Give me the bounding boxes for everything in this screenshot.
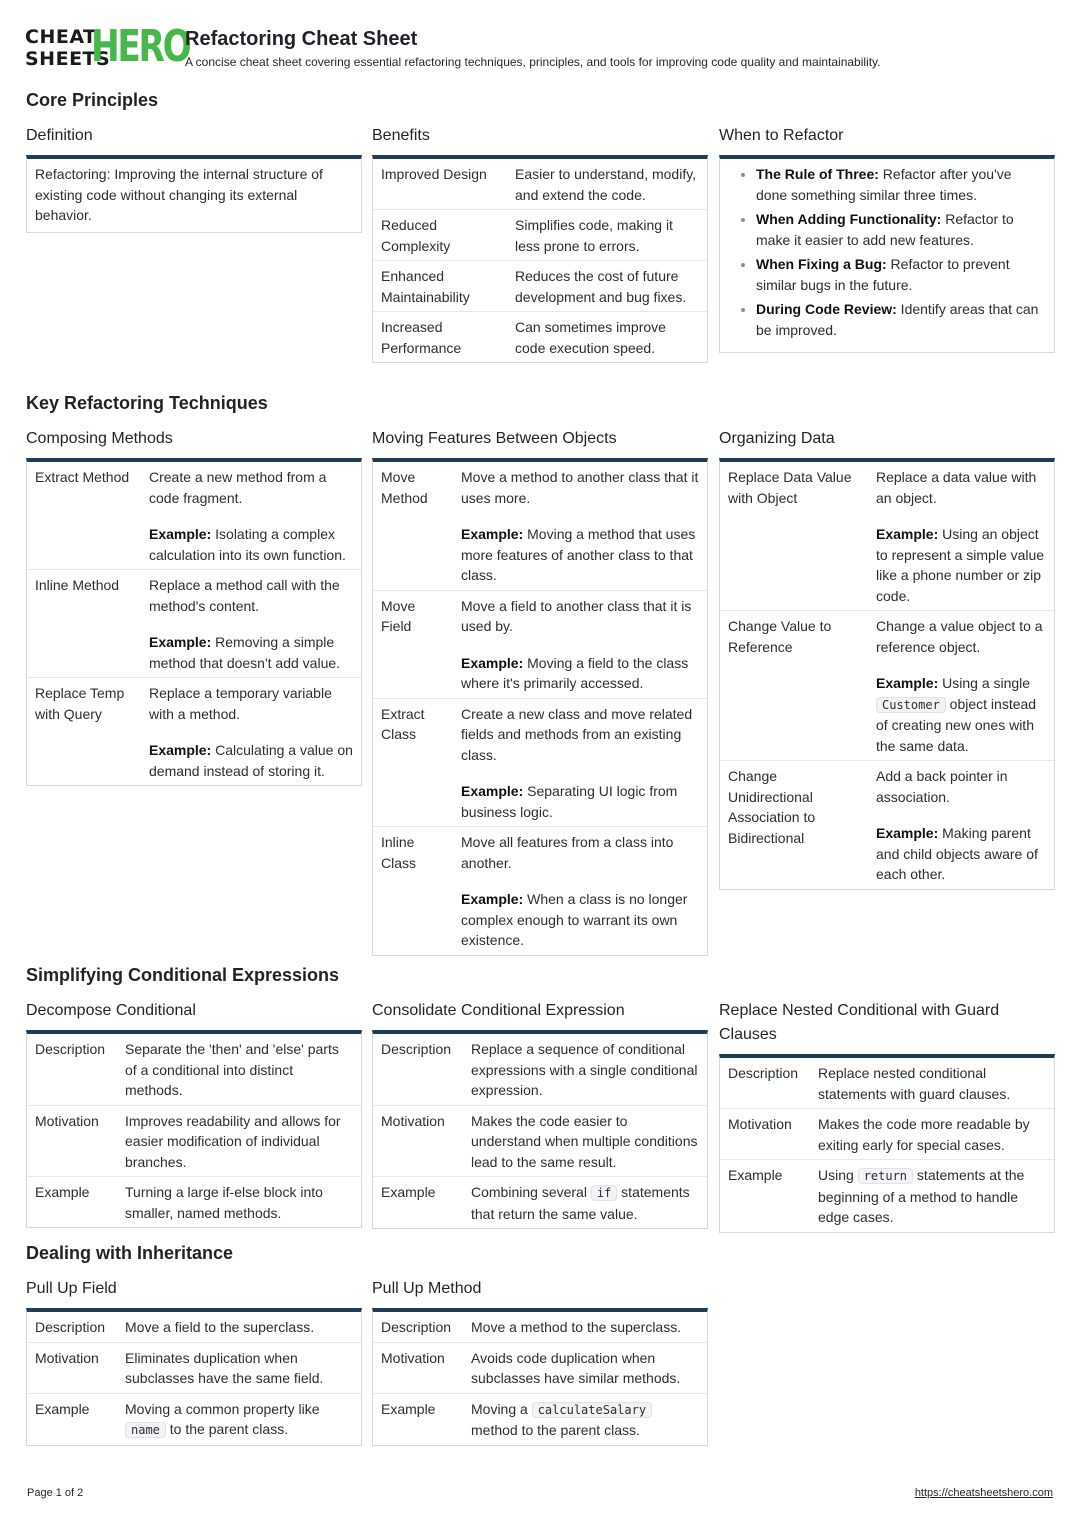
row-value xyxy=(141,570,361,678)
row-value xyxy=(453,827,707,955)
row-value: Move a method to the superclass. xyxy=(471,1319,682,1335)
example-label: Example: xyxy=(149,634,212,650)
card-body xyxy=(26,1030,362,1228)
bullet-list xyxy=(720,159,1054,352)
card-title: Replace Nested Conditional with Guard Clauses xyxy=(719,1002,1000,1043)
row-key: Description xyxy=(728,1065,799,1081)
logo-hero: HERO xyxy=(91,21,190,72)
row-key: Change Value to Reference xyxy=(720,611,868,761)
card-definition xyxy=(26,124,362,233)
table-row xyxy=(373,1393,707,1445)
table-row xyxy=(720,1160,1054,1232)
item-text: Refactor to prevent similar bugs in the future. xyxy=(756,256,1010,293)
table-row xyxy=(373,159,707,210)
card-benefits xyxy=(372,124,708,363)
item-text: Refactor to make it easier to add new features. xyxy=(756,211,1014,248)
card-body xyxy=(26,1308,362,1446)
table-row xyxy=(27,1105,361,1177)
example-label: Example: xyxy=(876,675,939,691)
row-key: Inline Method xyxy=(27,570,141,678)
example-text: Using xyxy=(818,1167,858,1183)
row-value: Can sometimes improve code execution speed. xyxy=(507,312,707,363)
item-text: Refactor after you've done something similar three times. xyxy=(756,166,1012,203)
row-value: Makes the code more readable by exiting early for special cases. xyxy=(810,1109,1054,1160)
row-value: Simplifies code, making it less prone to errors. xyxy=(507,210,707,261)
row-key: Example xyxy=(373,1177,463,1229)
example-label: Example: xyxy=(876,825,939,841)
example-text: When a class is no longer complex enough to warrant its own existence. xyxy=(461,891,688,948)
row-key: Reduced Complexity xyxy=(373,210,507,261)
row-key: Example xyxy=(27,1177,117,1228)
example-text: object instead of creating new ones with the same data. xyxy=(876,695,1037,754)
row-key: Move Method xyxy=(381,469,428,506)
row-key: Motivation xyxy=(373,1105,463,1177)
row-key: Replace Data Value with Object xyxy=(728,469,852,506)
example-label: Example: xyxy=(461,654,524,671)
card-title: Decompose Conditional xyxy=(26,1002,196,1019)
row-desc: Move a field to another class that it is used by. xyxy=(461,597,692,634)
card-organizing-data xyxy=(719,427,1055,890)
row-value: Easier to understand, modify, and extend the code. xyxy=(515,166,697,203)
card-title: Pull Up Field xyxy=(26,1280,117,1297)
row-desc: Move all features from a class into another. xyxy=(461,834,674,871)
code-snippet: if xyxy=(591,1185,617,1201)
row-value xyxy=(141,678,361,786)
row-key: Example xyxy=(720,1160,810,1232)
table-row xyxy=(373,1312,707,1342)
example-text: Moving a method that uses more features of another class to that class. xyxy=(461,526,696,583)
table-row xyxy=(27,1034,361,1105)
page-number: Page 1 of 2 xyxy=(27,1487,84,1499)
row-value: Improves readability and allows for easier modification of individual branches. xyxy=(117,1105,361,1177)
code-snippet: return xyxy=(858,1168,913,1184)
row-value: Eliminates duplication when subclasses have the same field. xyxy=(117,1342,361,1393)
row-key: Motivation xyxy=(720,1109,810,1160)
row-key: Motivation xyxy=(373,1342,463,1393)
item-text: Identify areas that can be improved. xyxy=(756,301,1039,338)
row-desc: Add a back pointer in association. xyxy=(876,768,1008,805)
item-bold: When Fixing a Bug: xyxy=(756,256,887,272)
table-row xyxy=(720,761,1054,889)
row-value: Avoids code duplication when subclasses have similar methods. xyxy=(463,1342,707,1393)
row-key: Replace Temp with Query xyxy=(27,678,141,786)
row-value xyxy=(117,1393,361,1445)
row-desc: Create a new class and move related fields and methods from an existing class. xyxy=(461,705,693,763)
row-value: Move a field to the superclass. xyxy=(125,1319,315,1335)
list-item xyxy=(756,164,1044,205)
card-composing-methods xyxy=(26,427,362,786)
row-key: Change Unidirectional Association to Bidirectional xyxy=(720,761,868,889)
card-title: When to Refactor xyxy=(719,127,844,144)
row-value xyxy=(453,462,707,590)
definition-text: Refactoring: Improving the internal structure of existing code without changing its external behavior. xyxy=(35,166,323,223)
row-key: Extract Method xyxy=(35,469,130,485)
row-key: Motivation xyxy=(27,1105,117,1177)
example-text: Moving a common property like xyxy=(125,1400,320,1417)
row-desc: Move a method to another class that it uses more. xyxy=(461,469,699,506)
card-body xyxy=(372,1308,708,1446)
example-text: Calculating a value on demand instead of storing it. xyxy=(149,742,353,779)
card-consolidate-conditional xyxy=(372,999,708,1229)
table-row xyxy=(373,462,707,590)
example-label: Example: xyxy=(461,891,524,907)
example-text: statements at the beginning of a method to handle edge cases. xyxy=(818,1167,1025,1225)
example-label: Example: xyxy=(461,526,524,542)
row-value xyxy=(868,761,1054,889)
row-desc: Replace a temporary variable with a method. xyxy=(149,685,332,722)
section-key-techniques: Key Refactoring Techniques xyxy=(26,393,268,413)
card-title: Moving Features Between Objects xyxy=(372,430,617,447)
example-text: method to the parent class. xyxy=(471,1422,640,1438)
list-item xyxy=(756,254,1044,295)
card-body xyxy=(719,458,1055,890)
row-value xyxy=(453,698,707,827)
card-body xyxy=(372,1030,708,1229)
table-row xyxy=(373,1034,707,1105)
example-text: Combining several xyxy=(471,1184,591,1200)
logo xyxy=(25,21,190,72)
card-title: Definition xyxy=(26,127,93,144)
example-label: Example: xyxy=(461,783,524,799)
table-row xyxy=(27,462,361,570)
example-label: Example: xyxy=(149,742,212,758)
item-bold: During Code Review: xyxy=(756,301,897,317)
card-pull-up-method xyxy=(372,1277,708,1446)
card-title: Composing Methods xyxy=(26,430,173,447)
row-key: Description xyxy=(35,1041,106,1057)
row-value xyxy=(868,462,1054,611)
table-row xyxy=(27,1312,361,1342)
section-conditional: Simplifying Conditional Expressions xyxy=(26,965,340,985)
table-row xyxy=(27,570,361,678)
table-row xyxy=(720,611,1054,761)
list-item xyxy=(756,209,1044,250)
example-text: Moving a field to the class where it's primarily accessed. xyxy=(461,654,689,691)
row-desc: Change a value object to a reference object. xyxy=(876,618,1043,655)
card-moving-features xyxy=(372,427,708,956)
card-title: Benefits xyxy=(372,127,430,144)
row-key: Increased Performance xyxy=(373,312,507,363)
example-text: Using a single xyxy=(938,675,1031,691)
row-key: Extract Class xyxy=(373,698,453,827)
card-guard-clauses xyxy=(719,999,1055,1233)
row-value xyxy=(453,590,707,698)
row-desc: Replace a method call with the method's content. xyxy=(149,577,340,614)
row-key: Enhanced Maintainability xyxy=(373,261,507,312)
row-value: Separate the 'then' and 'else' parts of a conditional into distinct methods. xyxy=(125,1041,339,1098)
page-subtitle: A concise cheat sheet covering essential refactoring techniques, principles, and tools for improving code quality and maintainability. xyxy=(185,55,881,69)
row-value: Reduces the cost of future development and bug fixes. xyxy=(507,261,707,312)
card-body xyxy=(26,155,362,233)
example-text: Using an object to represent a simple value like a phone number or zip code. xyxy=(876,526,1045,604)
row-key: Improved Design xyxy=(381,166,487,182)
row-value xyxy=(463,1177,707,1229)
table-row xyxy=(373,1177,707,1229)
logo-cheat: CHEAT xyxy=(25,26,97,48)
card-body xyxy=(372,155,708,363)
code-snippet: Customer xyxy=(876,697,946,713)
site-link[interactable]: https://cheatsheetshero.com xyxy=(914,1487,1053,1499)
table-row xyxy=(373,261,707,312)
table-row xyxy=(373,698,707,827)
row-value: Replace a sequence of conditional expressions with a single conditional expression. xyxy=(471,1041,698,1098)
code-snippet: name xyxy=(125,1422,166,1438)
example-text: Removing a simple method that doesn't add value. xyxy=(149,634,341,671)
row-key: Motivation xyxy=(27,1342,117,1393)
card-title: Organizing Data xyxy=(719,430,835,447)
section-inheritance: Dealing with Inheritance xyxy=(26,1243,234,1263)
table-row xyxy=(373,1342,707,1393)
table-row xyxy=(27,1342,361,1393)
card-title: Pull Up Method xyxy=(372,1280,482,1297)
row-value xyxy=(868,611,1054,761)
list-item xyxy=(756,299,1044,340)
table-row xyxy=(373,210,707,261)
row-key: Description xyxy=(381,1319,452,1335)
table-row xyxy=(720,1109,1054,1160)
card-when-to-refactor xyxy=(719,124,1055,353)
code-snippet: calculateSalary xyxy=(532,1402,652,1418)
card-decompose-conditional xyxy=(26,999,362,1228)
card-body xyxy=(372,458,708,956)
row-value xyxy=(810,1160,1054,1232)
table-row xyxy=(373,827,707,955)
row-key: Example xyxy=(27,1393,117,1445)
card-pull-up-field xyxy=(26,1277,362,1446)
row-value xyxy=(463,1393,707,1445)
table-row xyxy=(720,1058,1054,1109)
table-row xyxy=(27,678,361,786)
example-text: to the parent class. xyxy=(165,1421,289,1437)
row-value xyxy=(141,462,361,570)
row-value: Replace nested conditional statements with guard clauses. xyxy=(818,1065,1011,1102)
example-label: Example: xyxy=(876,526,939,542)
card-body xyxy=(719,1054,1055,1233)
row-key: Inline Class xyxy=(373,827,453,955)
row-key: Example xyxy=(373,1393,463,1445)
item-bold: When Adding Functionality: xyxy=(756,211,942,227)
row-value: Turning a large if-else block into smaller, named methods. xyxy=(117,1177,361,1228)
table-row xyxy=(27,1393,361,1445)
row-key: Description xyxy=(35,1319,106,1335)
row-key: Move Field xyxy=(373,590,453,698)
card-body xyxy=(719,155,1055,353)
example-text: Making parent and child objects aware of each other. xyxy=(876,825,1038,882)
row-desc: Replace a data value with an object. xyxy=(876,469,1037,506)
section-core-principles: Core Principles xyxy=(26,90,159,110)
item-bold: The Rule of Three: xyxy=(756,166,879,182)
example-text: Isolating a complex calculation into its own function. xyxy=(149,526,346,563)
table-row xyxy=(373,1105,707,1177)
example-label: Example: xyxy=(149,526,212,542)
example-text: statements that return the same value. xyxy=(471,1184,690,1222)
table-row xyxy=(27,1177,361,1228)
card-body xyxy=(26,458,362,786)
example-text: Separating UI logic from business logic. xyxy=(461,783,678,820)
row-value: Makes the code easier to understand when multiple conditions lead to the same result. xyxy=(463,1105,707,1177)
page-title: Refactoring Cheat Sheet xyxy=(185,28,418,50)
card-title: Consolidate Conditional Expression xyxy=(372,1002,625,1019)
logo-sheets: SHEETS xyxy=(25,48,111,70)
table-row xyxy=(720,462,1054,611)
example-text: Moving a xyxy=(471,1400,532,1417)
table-row xyxy=(373,312,707,363)
table-row xyxy=(373,590,707,698)
row-desc: Create a new method from a code fragment. xyxy=(149,469,327,506)
row-key: Description xyxy=(381,1041,452,1057)
